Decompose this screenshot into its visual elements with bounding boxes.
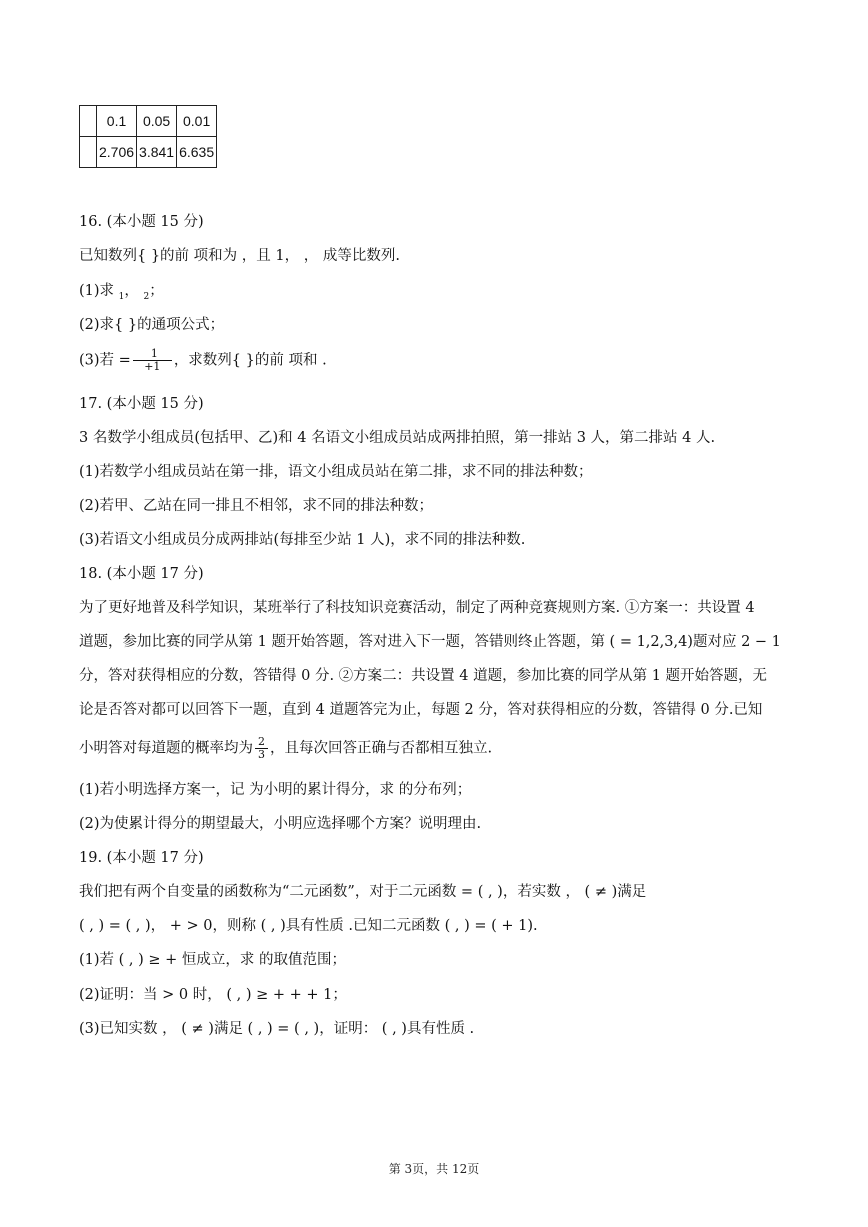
q18-line-3: 分，答对获得相应的分数，答错得 0 分. ②方案二：共设置 4 道题，参加比赛的同学从第 1 题开始答题，无 (79, 668, 768, 684)
table-cell: 2.706 (97, 137, 137, 168)
q18-line-5 (79, 736, 492, 761)
q18-part-2: (2)为使累计得分的期望最大，小明应选择哪个方案？说明理由. (79, 816, 482, 832)
q18-line-4: 论是否答对都可以回答下一题，直到 4 道题答完为止，每题 2 分，答对获得相应的分数，答错得 0 分.已知 (79, 702, 763, 718)
text: (3)若 = (79, 352, 131, 369)
q17-part-3: (3)若语文小组成员分成两排站(每排至少站 1 人)，求不同的排法种数. (79, 532, 526, 548)
q18-line-1: 为了更好地普及科学知识，某班举行了科技知识竞赛活动，制定了两种竞赛规则方案. ①方案一：共设置 4 (79, 600, 755, 616)
q19-line-1: 我们把有两个自变量的函数称为“二元函数”，对于二元函数 = ( , )，若实数 ， ( ≠ )满足 (79, 884, 647, 900)
table-cell (80, 137, 97, 168)
text: ，求数列{ }的前 项和 . (173, 352, 327, 369)
text: ， (124, 283, 144, 299)
subscript: 2 (143, 291, 150, 302)
q19-part-2: (2)证明：当 > 0 时， ( , ) ≥ + + + 1； (79, 987, 347, 1003)
q19-part-3: (3)已知实数 ， ( ≠ )满足 ( , ) = ( , )，证明： ( , )具有性质 . (79, 1021, 475, 1037)
q17-title: 17. (本小题 15 分) (79, 396, 204, 412)
q16-stem: 已知数列{ }的前 项和为 ，且 1， ， 成等比数列. (79, 248, 400, 264)
q19-title: 19. (本小题 17 分) (79, 850, 204, 866)
denominator: +1 (144, 360, 161, 373)
text: (1)求 (79, 283, 119, 299)
table-cell: 6.635 (177, 137, 217, 168)
q18-title: 18. (本小题 17 分) (79, 566, 204, 582)
table-cell (80, 106, 97, 137)
fraction (133, 348, 172, 373)
q17-part-1: (1)若数学小组成员站在第一排，语文小组成员站在第二排，求不同的排法种数； (79, 464, 593, 480)
q16-part-3 (79, 348, 327, 373)
numerator: 1 (133, 348, 172, 361)
q16-title: 16. (本小题 15 分) (79, 214, 204, 230)
page-footer: 第 3页，共 12页 (388, 1162, 480, 1176)
text: ； (149, 283, 164, 299)
table-cell: 0.1 (97, 106, 137, 137)
subscript: 1 (118, 291, 125, 302)
table-cell: 3.841 (137, 137, 177, 168)
q19-part-1: (1)若 ( , ) ≥ + 恒成立，求 的取值范围； (79, 952, 347, 968)
denominator: 3 (258, 748, 265, 761)
table-cell: 0.01 (177, 106, 217, 137)
table-cell: 0.05 (137, 106, 177, 137)
q16-part-2: (2)求{ }的通项公式； (79, 317, 225, 333)
fraction (255, 736, 268, 761)
q18-line-2: 道题，参加比赛的同学从第 1 题开始答题，答对进入下一题，答错则终止答题，第 ( = 1,2,3,4)题对应 2 − 1 (79, 634, 781, 650)
critical-value-table (79, 105, 217, 168)
q16-part-1 (79, 281, 164, 307)
text: 小明答对每道题的概率均为 (79, 740, 253, 757)
table-row (80, 137, 217, 168)
q19-line-2: ( , ) = ( , )， + > 0，则称 ( , )具有性质 .已知二元函数 ( , ) = ( + 1). (79, 918, 538, 934)
q17-part-2: (2)若甲、乙站在同一排且不相邻，求不同的排法种数； (79, 498, 434, 514)
numerator: 2 (255, 736, 268, 749)
q18-part-1: (1)若小明选择方案一，记 为小明的累计得分，求 的分布列； (79, 782, 472, 798)
q17-stem: 3 名数学小组成员(包括甲、乙)和 4 名语文小组成员站成两排拍照，第一排站 3 人，第二排站 4 人. (79, 430, 716, 446)
text: ，且每次回答正确与否都相互独立. (270, 740, 493, 757)
table-row (80, 106, 217, 137)
